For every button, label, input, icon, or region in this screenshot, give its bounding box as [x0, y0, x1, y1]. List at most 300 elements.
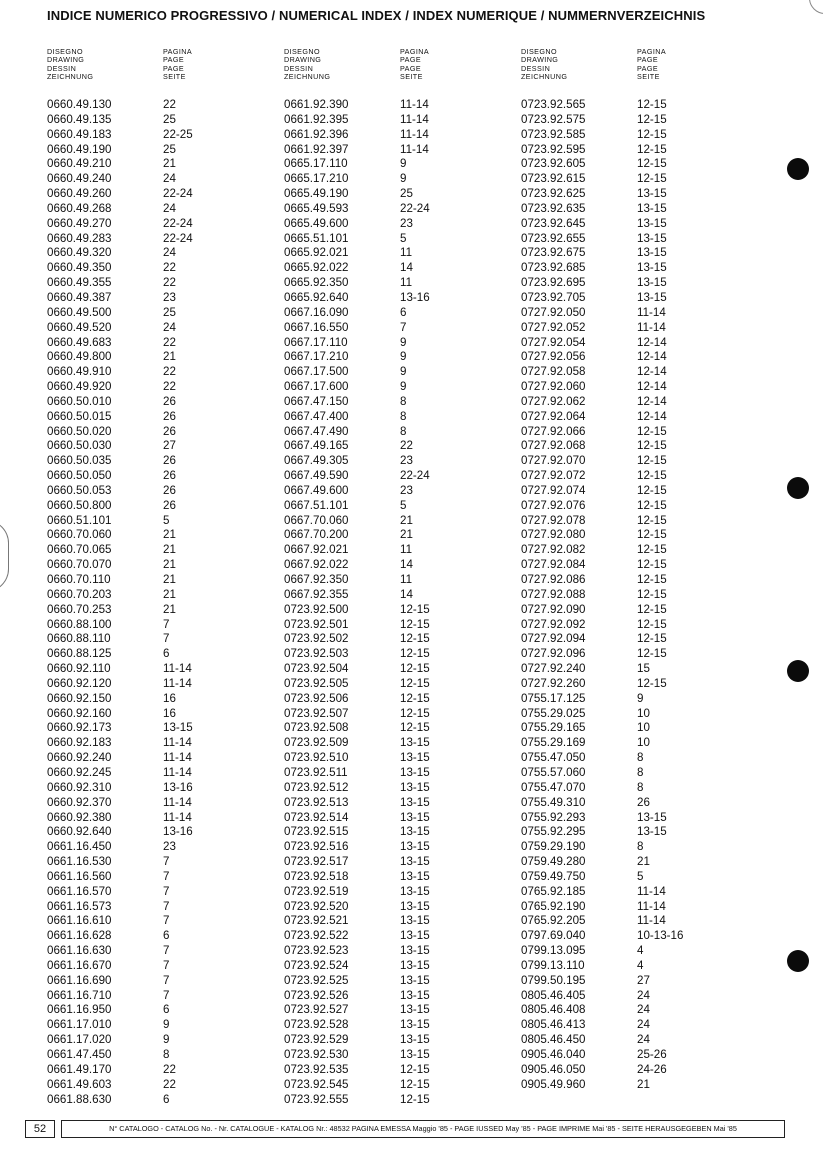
page-reference: 24: [163, 201, 176, 215]
drawing-number: 0660.49.130: [47, 98, 112, 111]
index-row: [47, 647, 277, 662]
page-reference: 10: [637, 736, 650, 750]
page-reference: 13-15: [400, 869, 430, 883]
page-reference: 15: [637, 662, 650, 676]
page-reference: 22: [400, 439, 413, 453]
drawing-number: 0755.57.060: [521, 765, 586, 779]
drawing-number: 0727.92.062: [521, 394, 586, 408]
drawing-number: 0727.92.094: [521, 632, 586, 646]
index-row: [284, 514, 514, 529]
page-reference: 12-15: [637, 647, 667, 661]
drawing-number: 0667.17.110: [284, 335, 348, 349]
drawing-number: 0660.92.380: [47, 810, 112, 824]
drawing-number: 0660.92.160: [47, 706, 112, 720]
page-reference: 11-14: [163, 765, 192, 779]
drawing-number: 0755.29.169: [521, 736, 586, 750]
index-row: [521, 365, 751, 380]
index-row: [521, 514, 751, 529]
drawing-number: 0661.16.560: [47, 869, 112, 883]
page-reference: 12-15: [637, 157, 667, 171]
column-headers: [47, 48, 277, 98]
drawing-number: 0667.70.060: [284, 513, 349, 527]
page-reference: 23: [400, 454, 413, 468]
drawing-number: 0759.29.190: [521, 840, 586, 854]
drawing-number: 0661.49.170: [47, 1062, 112, 1076]
index-row: [284, 796, 514, 811]
page-reference: 9: [400, 172, 407, 186]
drawing-number: 0759.49.280: [521, 855, 586, 869]
page-reference: 13-15: [400, 1003, 430, 1017]
index-row: [47, 1063, 277, 1078]
drawing-number: 0660.70.203: [47, 587, 112, 601]
page-reference: 12-14: [637, 335, 667, 349]
page-reference: 14: [400, 587, 413, 601]
index-row: [521, 469, 751, 484]
index-row: [47, 870, 277, 885]
drawing-number: 0723.92.509: [284, 736, 349, 750]
index-row: [284, 439, 514, 454]
page-reference: 13-15: [400, 973, 430, 987]
drawing-number: 0660.70.060: [47, 528, 112, 542]
drawing-number: 0727.92.054: [521, 335, 586, 349]
page-reference: 21: [163, 528, 176, 542]
margin-binding-mark: [0, 520, 9, 592]
drawing-number: 0755.47.050: [521, 751, 586, 765]
drawing-number: 0667.49.165: [284, 439, 349, 453]
drawing-number: 0665.49.190: [284, 187, 349, 201]
index-row: [284, 306, 514, 321]
page-reference: 12-15: [637, 558, 667, 572]
index-row: [284, 721, 514, 736]
drawing-number: 0723.92.645: [521, 216, 586, 230]
drawing-number: 0723.92.695: [521, 276, 586, 290]
page-reference: 13-15: [637, 246, 667, 260]
page-reference: 7: [163, 617, 170, 631]
drawing-header: DISEGNO DRAWING DESSIN ZEICHNUNG: [284, 47, 331, 81]
drawing-number: 0727.92.060: [521, 380, 586, 394]
page-reference: 13-15: [400, 855, 430, 869]
drawing-number: 0660.49.910: [47, 365, 112, 379]
page-reference: 7: [163, 914, 170, 928]
index-row: [284, 647, 514, 662]
page-reference: 21: [163, 573, 176, 586]
drawing-number: 0723.92.585: [521, 127, 586, 141]
index-row: [284, 603, 514, 618]
page-reference: 23: [163, 840, 176, 854]
index-row: [521, 425, 751, 440]
index-row: [47, 944, 277, 959]
page-reference: 22: [163, 365, 176, 379]
page-reference: 13-15: [637, 825, 667, 839]
index-row: [521, 618, 751, 633]
page-reference: 12-15: [400, 1092, 430, 1106]
index-row: [284, 885, 514, 900]
drawing-number: 0665.49.593: [284, 201, 349, 215]
page-corner-mark: [809, 0, 823, 14]
page-reference: 9: [163, 1033, 170, 1047]
index-row: [521, 395, 751, 410]
index-row: [284, 900, 514, 915]
index-row: [47, 98, 277, 113]
drawing-number: 0660.49.320: [47, 246, 112, 260]
page-reference: 22-24: [400, 201, 430, 215]
page-reference: 22: [163, 335, 176, 349]
index-row: [521, 157, 751, 172]
page-reference: 13-15: [400, 780, 430, 794]
index-row: [47, 187, 277, 202]
page-reference: 26: [163, 483, 176, 497]
drawing-number: 0660.49.190: [47, 142, 112, 156]
page-reference: 8: [400, 394, 407, 408]
page-reference: 12-15: [400, 1062, 430, 1076]
drawing-number: 0660.49.240: [47, 172, 112, 186]
page-reference: 11-14: [400, 127, 429, 141]
index-row: [284, 98, 514, 113]
index-row: [47, 974, 277, 989]
index-row: [47, 618, 277, 633]
index-row: [284, 425, 514, 440]
page-reference: 6: [163, 1092, 170, 1106]
drawing-number: 0660.49.500: [47, 305, 112, 319]
drawing-number: 0723.92.514: [284, 810, 349, 824]
drawing-number: 0799.50.195: [521, 973, 586, 987]
drawing-number: 0665.92.350: [284, 276, 349, 290]
drawing-number: 0661.47.450: [47, 1048, 112, 1061]
page-reference: 12-15: [400, 602, 430, 616]
index-row: [521, 217, 751, 232]
drawing-number: 0723.92.524: [284, 958, 349, 972]
page-reference: 6: [400, 305, 407, 319]
index-rows: [47, 98, 277, 1107]
drawing-number: 0660.50.010: [47, 394, 112, 408]
drawing-number: 0661.88.630: [47, 1092, 112, 1106]
page-reference: 13-16: [163, 780, 193, 794]
index-row: [284, 350, 514, 365]
drawing-number: 0723.92.565: [521, 98, 586, 111]
index-row: [47, 588, 277, 603]
index-row: [47, 840, 277, 855]
page-reference: 9: [400, 157, 407, 171]
page-header: PAGINA PAGE PAGE SEITE: [637, 47, 667, 81]
index-row: [284, 692, 514, 707]
drawing-number: 0727.92.070: [521, 454, 586, 468]
page-reference: 11-14: [400, 112, 429, 126]
page-reference: 9: [400, 350, 407, 364]
page-reference: 4: [637, 958, 644, 972]
page-reference: 12-15: [637, 573, 667, 586]
drawing-number: 0660.49.350: [47, 261, 112, 275]
index-row: [47, 1048, 277, 1063]
page-reference: 21: [163, 543, 176, 557]
index-row: [47, 291, 277, 306]
index-row: [521, 246, 751, 261]
drawing-number: 0755.17.125: [521, 691, 586, 705]
drawing-number: 0660.88.125: [47, 647, 112, 661]
index-row: [521, 751, 751, 766]
index-row: [47, 692, 277, 707]
page-reference: 22: [163, 98, 176, 111]
drawing-number: 0660.92.110: [47, 662, 111, 676]
page-reference: 23: [400, 483, 413, 497]
index-row: [47, 558, 277, 573]
drawing-number: 0661.92.396: [284, 127, 349, 141]
page-reference: 25: [163, 112, 176, 126]
index-row: [521, 900, 751, 915]
drawing-number: 0723.92.505: [284, 676, 349, 690]
page-reference: 13-15: [400, 751, 430, 765]
index-row: [521, 811, 751, 826]
page-reference: 21: [163, 350, 176, 364]
page-reference: 9: [400, 335, 407, 349]
index-row: [47, 929, 277, 944]
index-row: [284, 855, 514, 870]
drawing-number: 0723.92.523: [284, 944, 349, 958]
drawing-header: DISEGNO DRAWING DESSIN ZEICHNUNG: [521, 47, 568, 81]
drawing-number: 0660.92.310: [47, 780, 112, 794]
index-row: [47, 751, 277, 766]
drawing-number: 0660.50.035: [47, 454, 112, 468]
drawing-number: 0755.92.293: [521, 810, 586, 824]
index-row: [47, 261, 277, 276]
drawing-number: 0665.17.210: [284, 172, 349, 186]
page-reference: 12-15: [637, 587, 667, 601]
drawing-number: 0727.92.064: [521, 409, 586, 423]
drawing-number: 0661.16.570: [47, 884, 112, 898]
index-row: [284, 1048, 514, 1063]
page-reference: 12-15: [400, 662, 430, 676]
page-reference: 6: [163, 647, 170, 661]
index-row: [47, 336, 277, 351]
page-reference: 13-15: [400, 840, 430, 854]
page-reference: 22-25: [163, 127, 193, 141]
drawing-number: 0660.92.120: [47, 676, 112, 690]
index-column-1: [47, 47, 277, 1106]
index-row: [521, 499, 751, 514]
drawing-number: 0665.92.640: [284, 290, 349, 304]
index-row: [284, 1003, 514, 1018]
page-reference: 22: [163, 1062, 176, 1076]
index-row: [521, 766, 751, 781]
drawing-number: 0723.92.512: [284, 780, 349, 794]
page-reference: 12-15: [637, 454, 667, 468]
page-reference: 22-24: [163, 231, 193, 245]
punch-hole: [787, 950, 809, 972]
drawing-number: 0661.16.670: [47, 958, 112, 972]
drawing-number: 0799.13.110: [521, 958, 585, 972]
page-reference: 16: [163, 691, 176, 705]
index-row: [47, 172, 277, 187]
page-reference: 12-15: [400, 706, 430, 720]
index-row: [47, 113, 277, 128]
index-row: [284, 811, 514, 826]
index-row: [521, 870, 751, 885]
drawing-number: 0660.49.355: [47, 276, 112, 290]
drawing-number: 0667.49.305: [284, 454, 349, 468]
index-row: [47, 781, 277, 796]
page-reference: 8: [400, 409, 407, 423]
page-reference: 12-14: [637, 380, 667, 394]
index-row: [47, 217, 277, 232]
drawing-number: 0667.16.550: [284, 320, 349, 334]
page-reference: 11-14: [163, 736, 192, 750]
index-row: [47, 410, 277, 425]
drawing-number: 0667.47.490: [284, 424, 349, 438]
drawing-number: 0755.49.310: [521, 795, 586, 809]
drawing-number: 0661.16.710: [47, 988, 112, 1002]
page-reference: 11-14: [637, 320, 666, 334]
drawing-number: 0661.16.450: [47, 840, 112, 854]
page-reference: 13-15: [637, 290, 667, 304]
index-row: [284, 766, 514, 781]
drawing-number: 0723.92.525: [284, 973, 349, 987]
catalog-info: N° CATALOGO - CATALOG No. - Nr. CATALOGUE - KATALOG Nr.: 48532 PAGINA EMESSA Maggio '85 - PAGE IUSSED May '85 - PAGE IMPRIME Mai '85 - SEITE HERAUSGEGEBEN Mai '85: [61, 1120, 785, 1138]
page-reference: 12-15: [400, 647, 430, 661]
index-row: [521, 1078, 751, 1093]
page-reference: 24: [163, 320, 176, 334]
index-row: [284, 246, 514, 261]
page-reference: 23: [163, 290, 176, 304]
index-row: [521, 291, 751, 306]
drawing-number: 0723.92.520: [284, 899, 349, 913]
page-reference: 12-15: [637, 127, 667, 141]
page-reference: 22-24: [163, 216, 193, 230]
index-row: [284, 232, 514, 247]
page-number: 52: [25, 1120, 55, 1138]
page-reference: 6: [163, 1003, 170, 1017]
page-reference: 5: [637, 869, 644, 883]
drawing-number: 0661.92.390: [284, 98, 349, 111]
drawing-number: 0723.92.530: [284, 1048, 349, 1061]
drawing-number: 0660.49.920: [47, 380, 112, 394]
index-row: [284, 1078, 514, 1093]
index-row: [521, 840, 751, 855]
page-reference: 12-15: [400, 691, 430, 705]
drawing-number: 0797.69.040: [521, 929, 586, 943]
drawing-number: 0665.51.101: [284, 231, 349, 245]
drawing-number: 0727.92.092: [521, 617, 586, 631]
index-row: [47, 157, 277, 172]
drawing-number: 0660.50.015: [47, 409, 112, 423]
index-row: [284, 944, 514, 959]
index-row: [521, 454, 751, 469]
page-reference: 8: [637, 780, 644, 794]
drawing-number: 0723.92.511: [284, 765, 348, 779]
page-reference: 12-14: [637, 350, 667, 364]
page-reference: 7: [163, 973, 170, 987]
drawing-number: 0727.92.068: [521, 439, 586, 453]
drawing-number: 0727.92.260: [521, 676, 586, 690]
drawing-number: 0660.49.520: [47, 320, 112, 334]
drawing-number: 0661.16.690: [47, 973, 112, 987]
index-row: [521, 692, 751, 707]
drawing-number: 0799.13.095: [521, 944, 586, 958]
index-row: [521, 439, 751, 454]
index-row: [47, 321, 277, 336]
index-row: [521, 707, 751, 722]
page-reference: 12-15: [400, 676, 430, 690]
page-reference: 12-15: [400, 632, 430, 646]
index-row: [521, 1003, 751, 1018]
page-reference: 5: [400, 498, 407, 512]
drawing-number: 0667.16.090: [284, 305, 349, 319]
index-row: [521, 588, 751, 603]
index-row: [521, 603, 751, 618]
drawing-number: 0660.50.030: [47, 439, 112, 453]
page-reference: 24: [637, 988, 650, 1002]
page-reference: 12-15: [637, 543, 667, 557]
drawing-number: 0755.92.295: [521, 825, 586, 839]
drawing-number: 0660.49.135: [47, 112, 112, 126]
index-row: [47, 246, 277, 261]
index-row: [47, 900, 277, 915]
page-reference: 13-15: [637, 261, 667, 275]
drawing-number: 0660.49.210: [47, 157, 112, 171]
page-reference: 7: [163, 632, 170, 646]
page-reference: 12-15: [637, 632, 667, 646]
index-rows: [521, 98, 751, 1093]
page-reference: 22: [163, 380, 176, 394]
page-reference: 12-15: [637, 513, 667, 527]
index-row: [284, 736, 514, 751]
index-row: [47, 365, 277, 380]
index-row: [521, 380, 751, 395]
index-row: [284, 172, 514, 187]
index-row: [284, 202, 514, 217]
drawing-number: 0723.92.528: [284, 1018, 349, 1032]
index-row: [47, 306, 277, 321]
page-reference: 8: [163, 1048, 170, 1061]
drawing-number: 0661.17.010: [47, 1018, 112, 1032]
drawing-number: 0723.92.675: [521, 246, 586, 260]
drawing-number: 0667.47.150: [284, 394, 349, 408]
drawing-number: 0765.92.185: [521, 884, 586, 898]
page-reference: 26: [163, 424, 176, 438]
drawing-number: 0727.92.080: [521, 528, 586, 542]
drawing-number: 0723.92.517: [284, 855, 349, 869]
index-row: [521, 677, 751, 692]
index-row: [284, 321, 514, 336]
drawing-number: 0660.92.183: [47, 736, 112, 750]
page-reference: 12-15: [637, 469, 667, 483]
index-row: [47, 1018, 277, 1033]
drawing-number: 0723.92.595: [521, 142, 586, 156]
page-reference: 24: [163, 246, 176, 260]
index-row: [521, 202, 751, 217]
page-reference: 22-24: [163, 187, 193, 201]
index-row: [47, 959, 277, 974]
index-row: [284, 484, 514, 499]
drawing-number: 0661.92.397: [284, 142, 349, 156]
drawing-number: 0805.46.413: [521, 1018, 586, 1032]
page-reference: 21: [163, 157, 176, 171]
index-row: [284, 974, 514, 989]
index-row: [47, 677, 277, 692]
page-reference: 12-15: [637, 112, 667, 126]
drawing-number: 0723.92.555: [284, 1092, 349, 1106]
index-row: [521, 336, 751, 351]
index-row: [284, 543, 514, 558]
page-reference: 21: [163, 558, 176, 572]
index-row: [284, 677, 514, 692]
page-reference: 13-15: [400, 825, 430, 839]
drawing-number: 0660.92.150: [47, 691, 112, 705]
drawing-number: 0665.17.110: [284, 157, 348, 171]
drawing-number: 0660.49.283: [47, 231, 112, 245]
drawing-number: 0723.92.500: [284, 602, 349, 616]
index-row: [284, 840, 514, 855]
index-row: [521, 172, 751, 187]
drawing-number: 0661.49.603: [47, 1077, 112, 1091]
